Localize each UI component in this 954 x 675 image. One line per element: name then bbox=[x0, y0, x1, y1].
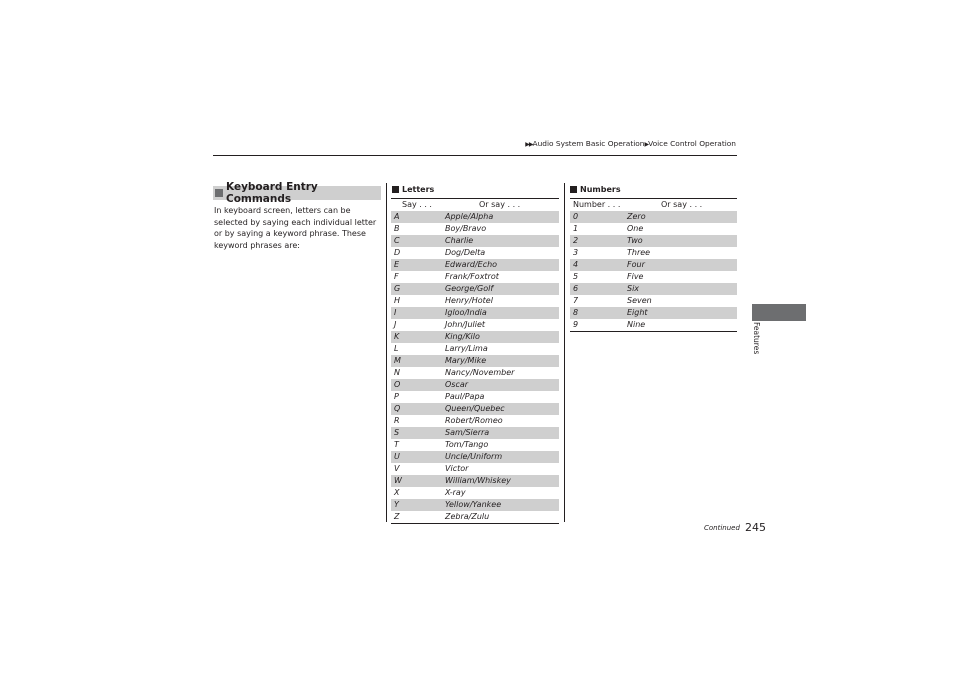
letters-row bbox=[391, 259, 559, 271]
numbers-say-cell: 7 bbox=[573, 296, 579, 305]
letters-or-say-cell: Larry/Lima bbox=[445, 344, 488, 353]
letters-row bbox=[391, 355, 559, 367]
letters-say-cell: K bbox=[394, 332, 400, 341]
numbers-row bbox=[570, 247, 737, 259]
letters-or-say-cell: Robert/Romeo bbox=[445, 416, 503, 425]
section-title: Keyboard Entry Commands bbox=[226, 181, 318, 205]
square-bullet-icon bbox=[215, 189, 223, 197]
breadcrumb-section: Audio System Basic Operation bbox=[532, 139, 645, 148]
numbers-row bbox=[570, 271, 737, 283]
numbers-title-label: Numbers bbox=[580, 185, 621, 194]
letters-or-say-cell: Zebra/Zulu bbox=[445, 512, 490, 521]
letters-or-say-cell: Frank/Foxtrot bbox=[445, 272, 499, 281]
letters-say-cell: T bbox=[394, 440, 399, 449]
letters-row bbox=[391, 271, 559, 283]
square-bullet-icon bbox=[570, 186, 577, 193]
letters-row bbox=[391, 499, 559, 511]
letters-say-cell: Z bbox=[394, 512, 400, 521]
letters-or-say-cell: Charlie bbox=[445, 236, 474, 245]
letters-row bbox=[391, 403, 559, 415]
letters-table-title bbox=[392, 185, 434, 194]
letters-say-cell: N bbox=[394, 368, 400, 377]
letters-or-say-cell: Uncle/Uniform bbox=[445, 452, 503, 461]
letters-say-cell: F bbox=[394, 272, 399, 281]
numbers-table-bottom-rule bbox=[570, 331, 737, 332]
letters-row bbox=[391, 307, 559, 319]
letters-row bbox=[391, 331, 559, 343]
letters-or-say-cell: Boy/Bravo bbox=[445, 224, 487, 233]
letters-say-cell: J bbox=[394, 320, 397, 329]
letters-row bbox=[391, 439, 559, 451]
numbers-say-cell: 0 bbox=[573, 212, 579, 221]
letters-or-say-cell: John/Juliet bbox=[445, 320, 486, 329]
numbers-or-say-cell: Zero bbox=[627, 212, 646, 221]
letters-say-cell: A bbox=[394, 212, 400, 221]
letters-or-say-cell: Queen/Quebec bbox=[445, 404, 505, 413]
numbers-say-cell: 1 bbox=[573, 224, 579, 233]
numbers-row bbox=[570, 295, 737, 307]
letters-say-cell: L bbox=[394, 344, 399, 353]
numbers-or-say-cell: Eight bbox=[627, 308, 648, 317]
numbers-or-say-cell: Three bbox=[627, 248, 651, 257]
letters-row bbox=[391, 379, 559, 391]
letters-table-bottom-rule bbox=[391, 523, 559, 524]
letters-row bbox=[391, 211, 559, 223]
numbers-say-cell: 4 bbox=[573, 260, 579, 269]
numbers-say-cell: 8 bbox=[573, 308, 579, 317]
numbers-or-say-cell: Two bbox=[627, 236, 643, 245]
letters-or-say-cell: Mary/Mike bbox=[445, 356, 487, 365]
numbers-say-cell: 9 bbox=[573, 320, 579, 329]
letters-or-say-cell: William/Whiskey bbox=[445, 476, 511, 485]
letters-say-cell: B bbox=[394, 224, 400, 233]
letters-or-say-cell: Yellow/Yankee bbox=[445, 500, 502, 509]
numbers-say-cell: 2 bbox=[573, 236, 579, 245]
letters-col-or-say: Or say . . . bbox=[479, 200, 521, 209]
breadcrumb bbox=[525, 139, 736, 148]
letters-row bbox=[391, 475, 559, 487]
letters-or-say-cell: Tom/Tango bbox=[445, 440, 489, 449]
letters-row bbox=[391, 415, 559, 427]
numbers-row bbox=[570, 319, 737, 331]
numbers-or-say-cell: Seven bbox=[627, 296, 652, 305]
letters-or-say-cell: Victor bbox=[445, 464, 469, 473]
letters-or-say-cell: Apple/Alpha bbox=[445, 212, 494, 221]
continued-label: Continued bbox=[704, 524, 740, 532]
numbers-row bbox=[570, 307, 737, 319]
letters-row bbox=[391, 343, 559, 355]
column-divider-right bbox=[564, 183, 565, 522]
section-header bbox=[213, 181, 381, 205]
letters-or-say-cell: Nancy/November bbox=[445, 368, 515, 377]
letters-say-cell: Q bbox=[394, 404, 401, 413]
letters-or-say-cell: King/Kilo bbox=[445, 332, 480, 341]
letters-col-say: Say . . . bbox=[402, 200, 432, 209]
numbers-or-say-cell: Five bbox=[627, 272, 644, 281]
letters-say-cell: M bbox=[394, 356, 401, 365]
letters-table bbox=[391, 198, 559, 524]
numbers-col-or-say: Or say . . . bbox=[661, 200, 703, 209]
letters-row bbox=[391, 235, 559, 247]
numbers-row bbox=[570, 223, 737, 235]
breadcrumb-arrow-icon: ▶▶ bbox=[525, 141, 533, 148]
letters-table-header bbox=[391, 198, 559, 211]
letters-title-label: Letters bbox=[402, 185, 435, 194]
chapter-tab-label: Features bbox=[752, 322, 761, 355]
letters-row bbox=[391, 463, 559, 475]
letters-row bbox=[391, 247, 559, 259]
numbers-row bbox=[570, 235, 737, 247]
numbers-table-header bbox=[570, 198, 737, 211]
numbers-table-title bbox=[570, 185, 621, 194]
numbers-table bbox=[570, 198, 737, 332]
letters-row bbox=[391, 487, 559, 499]
breadcrumb-separator-icon: ▶ bbox=[644, 141, 649, 148]
letters-or-say-cell: Henry/Hotel bbox=[445, 296, 493, 305]
letters-say-cell: R bbox=[394, 416, 400, 425]
letters-or-say-cell: Edward/Echo bbox=[445, 260, 498, 269]
letters-or-say-cell: Sam/Sierra bbox=[445, 428, 490, 437]
section-body-text: In keyboard screen, letters can be selected by saying each individual letter or by saying a keyword phrase. These keyword phrases are: bbox=[214, 206, 377, 250]
numbers-or-say-cell: Six bbox=[627, 284, 640, 293]
letters-say-cell: W bbox=[394, 476, 402, 485]
letters-row bbox=[391, 295, 559, 307]
letters-say-cell: G bbox=[394, 284, 401, 293]
letters-row bbox=[391, 283, 559, 295]
numbers-col-number: Number . . . bbox=[573, 200, 621, 209]
letters-row bbox=[391, 391, 559, 403]
letters-row bbox=[391, 511, 559, 523]
numbers-row bbox=[570, 259, 737, 271]
numbers-or-say-cell: Nine bbox=[627, 320, 646, 329]
letters-or-say-cell: George/Golf bbox=[445, 284, 494, 293]
letters-say-cell: U bbox=[394, 452, 400, 461]
letters-say-cell: Y bbox=[394, 500, 399, 509]
letters-or-say-cell: Igloo/India bbox=[445, 308, 487, 317]
page-number: 245 bbox=[745, 521, 766, 534]
breadcrumb-subsection: Voice Control Operation bbox=[648, 139, 736, 148]
letters-say-cell: O bbox=[394, 380, 401, 389]
numbers-say-cell: 6 bbox=[573, 284, 579, 293]
letters-row bbox=[391, 451, 559, 463]
letters-say-cell: P bbox=[394, 392, 399, 401]
letters-row bbox=[391, 427, 559, 439]
letters-or-say-cell: Paul/Papa bbox=[445, 392, 485, 401]
column-divider-left bbox=[386, 183, 387, 522]
letters-say-cell: D bbox=[394, 248, 401, 257]
letters-say-cell: H bbox=[394, 296, 401, 305]
letters-say-cell: S bbox=[394, 428, 400, 437]
letters-or-say-cell: X-ray bbox=[445, 488, 466, 497]
chapter-tab[interactable] bbox=[752, 304, 806, 321]
numbers-say-cell: 3 bbox=[573, 248, 579, 257]
numbers-or-say-cell: One bbox=[627, 224, 644, 233]
letters-say-cell: E bbox=[394, 260, 400, 269]
numbers-row bbox=[570, 283, 737, 295]
letters-or-say-cell: Dog/Delta bbox=[445, 248, 486, 257]
letters-say-cell: C bbox=[394, 236, 400, 245]
letters-row bbox=[391, 223, 559, 235]
letters-say-cell: V bbox=[394, 464, 400, 473]
numbers-or-say-cell: Four bbox=[627, 260, 645, 269]
numbers-say-cell: 5 bbox=[573, 272, 579, 281]
header-rule bbox=[213, 155, 737, 156]
letters-row bbox=[391, 367, 559, 379]
numbers-row bbox=[570, 211, 737, 223]
letters-or-say-cell: Oscar bbox=[445, 380, 469, 389]
square-bullet-icon bbox=[392, 186, 399, 193]
letters-say-cell: I bbox=[394, 308, 397, 317]
letters-say-cell: X bbox=[394, 488, 400, 497]
letters-row bbox=[391, 319, 559, 331]
